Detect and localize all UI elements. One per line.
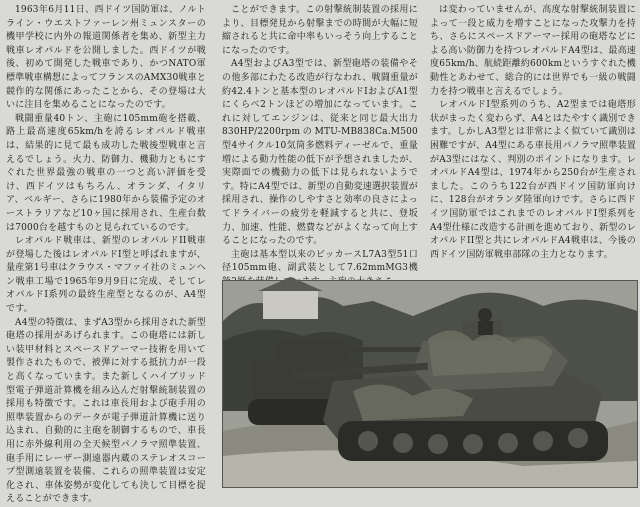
paragraph: は変わっていませんが、高度な射撃統制装置によって一段と威力を増すことになった攻撃力を持ち、さらにスペースドアーマー採用の砲塔などによる高い防御力を持つレオパルドA4型は、最高速度65km/h、航続距離約600kmというすぐれた機動性とあわせて、総合的には世界でも一級の戦闘力を持つ戦車と言えるでしょう。 (430, 5, 636, 97)
paragraph: 戦闘重量40トン、主砲に105mm砲を搭載、路上最高速度65km/hを誇るレオパルド戦車は、結果的に見て最も成功した戦後型戦車と言えるでしょう。火力、防御力、機動力ともにすぐれた世界最強の戦車の一つと高い評価を受け、西ドイツはもちろん、オランダ、イタリア、ベルギー、さらに1980年から装備予定のオーストラリアなど10ヶ国に採用され、生産台数は7000台を越すものと見られているのです。 (6, 113, 206, 233)
paragraph: 主砲は基本型以来のビッカースL7A3型51口径105mm砲、副武装として7.62mmMG3機 (222, 249, 418, 274)
tank-photo (222, 280, 638, 488)
paragraph: 1963年6月11日、西ドイツ国防軍は、ノルトライン・ウエストファーレン州ミュンスターの機甲学校に内外の報道関係者を集め、新型主力戦車レオパルドを公開しました。西ドイツが戦後、初めて開発した戦車であり、かつNATO軍標準戦車構想によってフランスのAMX30戦車と競作的な関係にあったことから、その登場は大いに注目を集めることになったのです。 (6, 5, 206, 111)
paragraph: レオパルドI型系列のうち、A2型までは砲塔形状がまったく変わらず、A4とはたやすく識別できます。しかしA3型とは非常によく似ていて識別は困難ですが、A4型にある車長用パノラマ照準装置がA3型にはなく、判別のポイントになります。レオパルドA4型は、1974年から250台が生産されました。このうち122台が西ドイツ国防軍向けに、128台がオランダ陸軍向けです。さらに西ドイツ国防軍ではこれまでのレオパルドI型系列をA4型仕様に改造する計画を進めており、新型のレオパルドII型と共にレオパルドA4戦車は、今後の西ドイツ国防軍戦車部隊の主力となります。 (430, 100, 636, 260)
paragraph: A4型の特徴は、まずA3型から採用された新型砲塔の採用があげられます。この砲塔には新しい装甲材料とスペースドアーマー技術を用いて製作されたもので、被弾に対する抵抗力が一段と高くなっています。また新しくハイブリッド型電子弾道計算機を組み込んだ射撃統制装置の採用も特徴です。これは車長用および砲手用の照準装置からのデータが電子弾道計算機に送り込まれ、自動的に主砲を制御するもので、車長用に赤外線利用の全天候型パノラマ照準装置、砲手用にレーザー測遠器内蔵のステレオスコープ型測遠装置を装備、これらの照準装置は安定化され、車体姿勢が変化しても決して目標を捉えることができます。 (6, 317, 206, 505)
paragraph: A4型およびA3型では、新型砲塔の装備やその他多部にわたる改造が行なわれ、戦闘重量が約42.4トンと基本型のレオパルドIおよびA1型にくらべ2トンほどの増加になっています。これに対してエンジンは、従来と同じ最大出力830HP/2200rpmのMTU-MB838Ca.M500型4サイクル10気筒多燃料ディーゼルで、重量増による動力性能の低下が予想されましたが、実際面での機動力の低下は見られないようです。特にA4型では、新型の自動変速選択装置が採用され、操作のしやすさと効率の良さによってドライバーの疲労を軽減すると共に、登坂力、加速、性能、燃費などがよくなって向上することになったのです。 (222, 59, 418, 247)
paragraph: ことができます。この射撃統制装置の採用により、目標発見から射撃までの時間が大幅に短縮されると共に命中率もいっそう向上することになったのです。 (222, 5, 418, 56)
paragraph: レオパルド戦車は、新型のレオパルドII戦車が登場した後はレオパルドI型と呼ばれますが、量産第1号車はクラウス・マファイ社のミュンヘン戦車工場で1965年9月9日に完成、そしてレオパルドI系列の最終生産型となるのが、A4型です。 (6, 236, 206, 315)
article-column-3 (430, 4, 636, 279)
article-column-2 (222, 4, 418, 279)
article-column-1 (6, 4, 206, 505)
tank-photo-illustration (223, 281, 637, 487)
